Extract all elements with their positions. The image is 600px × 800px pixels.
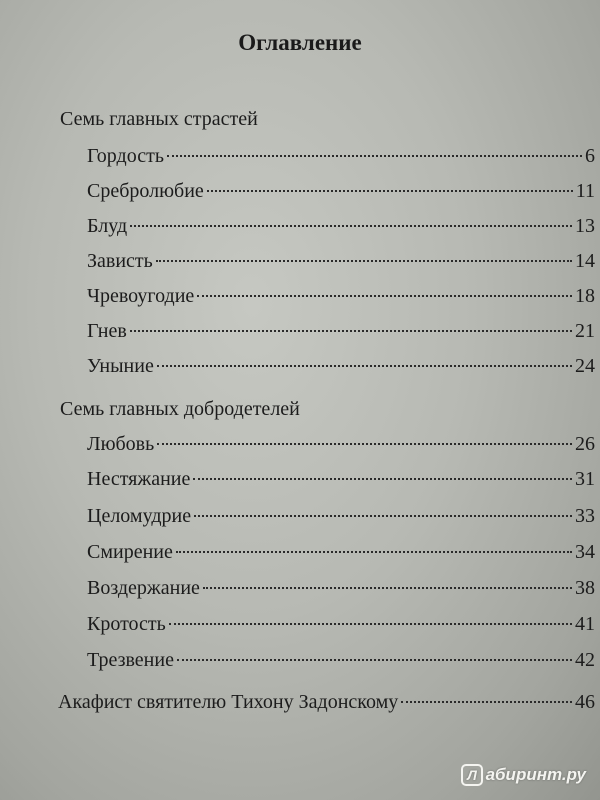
toc-entry-label: Уныние: [87, 355, 154, 377]
dot-leader: [176, 551, 572, 553]
toc-entry-label: Гордость: [87, 145, 164, 167]
toc-entry-label: Чревоугодие: [87, 285, 195, 307]
toc-entry-page: 46: [575, 691, 595, 713]
toc-entry-label: Зависть: [87, 250, 153, 272]
toc-entry-label: Смирение: [87, 541, 173, 563]
toc-entry-avarice: [87, 180, 595, 203]
toc-entry-label: Воздержание: [87, 577, 200, 599]
toc-entry-label: Целомудрие: [87, 505, 192, 527]
dot-leader: [401, 701, 572, 703]
toc-entry-love: [87, 433, 595, 456]
section-heading-virtues: Семь главных добродетелей: [60, 398, 300, 420]
dot-leader: [157, 365, 572, 367]
toc-entry-wrath: [87, 320, 595, 343]
dot-leader: [193, 478, 572, 480]
toc-entry-akathist: [58, 691, 595, 714]
toc-entry-page: 38: [575, 577, 595, 599]
toc-entry-page: 34: [575, 541, 595, 563]
dot-leader: [197, 295, 572, 297]
toc-entry-non-acquisitiveness: [87, 468, 595, 491]
toc-entry-label: Гнев: [87, 320, 127, 342]
toc-entry-chastity: [87, 505, 595, 528]
toc-entry-page: 31: [575, 468, 595, 490]
toc-entry-page: 11: [575, 180, 595, 202]
dot-leader: [130, 330, 572, 332]
toc-entry-label: Сребролюбие: [87, 180, 204, 202]
watermark-text: абиринт.ру: [485, 765, 586, 784]
toc-entry-label: Любовь: [87, 433, 155, 455]
dot-leader: [157, 443, 572, 445]
toc-entry-meekness: [87, 613, 595, 636]
labirint-watermark: [461, 764, 586, 786]
toc-entry-page: 18: [575, 285, 595, 307]
dot-leader: [203, 587, 572, 589]
toc-entry-label: Трезвение: [87, 649, 174, 671]
toc-entry-page: 33: [575, 505, 595, 527]
toc-entry-despondency: [87, 355, 595, 378]
dot-leader: [156, 260, 572, 262]
toc-entry-page: 24: [575, 355, 595, 377]
dot-leader: [130, 225, 572, 227]
dot-leader: [177, 659, 572, 661]
section-heading-passions: Семь главных страстей: [60, 108, 258, 130]
toc-entry-pride: [87, 145, 595, 168]
toc-entry-humility: [87, 541, 595, 564]
toc-entry-abstinence: [87, 577, 595, 600]
toc-entry-page: 41: [575, 613, 595, 635]
toc-entry-label: Акафист святителю Тихону Задонскому: [58, 691, 399, 713]
dot-leader: [194, 515, 572, 517]
toc-entry-page: 14: [575, 250, 595, 272]
toc-entry-page: 13: [575, 215, 595, 237]
svg-text:Л: Л: [466, 767, 477, 783]
toc-title: Оглавление: [238, 30, 362, 55]
toc-entry-sobriety: [87, 649, 595, 672]
labirint-logo-icon: [461, 764, 483, 786]
toc-entry-label: Блуд: [87, 215, 128, 237]
toc-entry-label: Нестяжание: [87, 468, 191, 490]
toc-entry-gluttony: [87, 285, 595, 308]
toc-entry-envy: [87, 250, 595, 273]
toc-entry-lust: [87, 215, 595, 238]
dot-leader: [169, 623, 572, 625]
toc-entry-page: 26: [575, 433, 595, 455]
toc-entry-page: 6: [585, 145, 595, 167]
toc-entry-label: Кротость: [87, 613, 166, 635]
toc-entry-page: 21: [575, 320, 595, 342]
toc-entry-page: 42: [575, 649, 595, 671]
dot-leader: [207, 190, 573, 192]
dot-leader: [167, 155, 582, 157]
